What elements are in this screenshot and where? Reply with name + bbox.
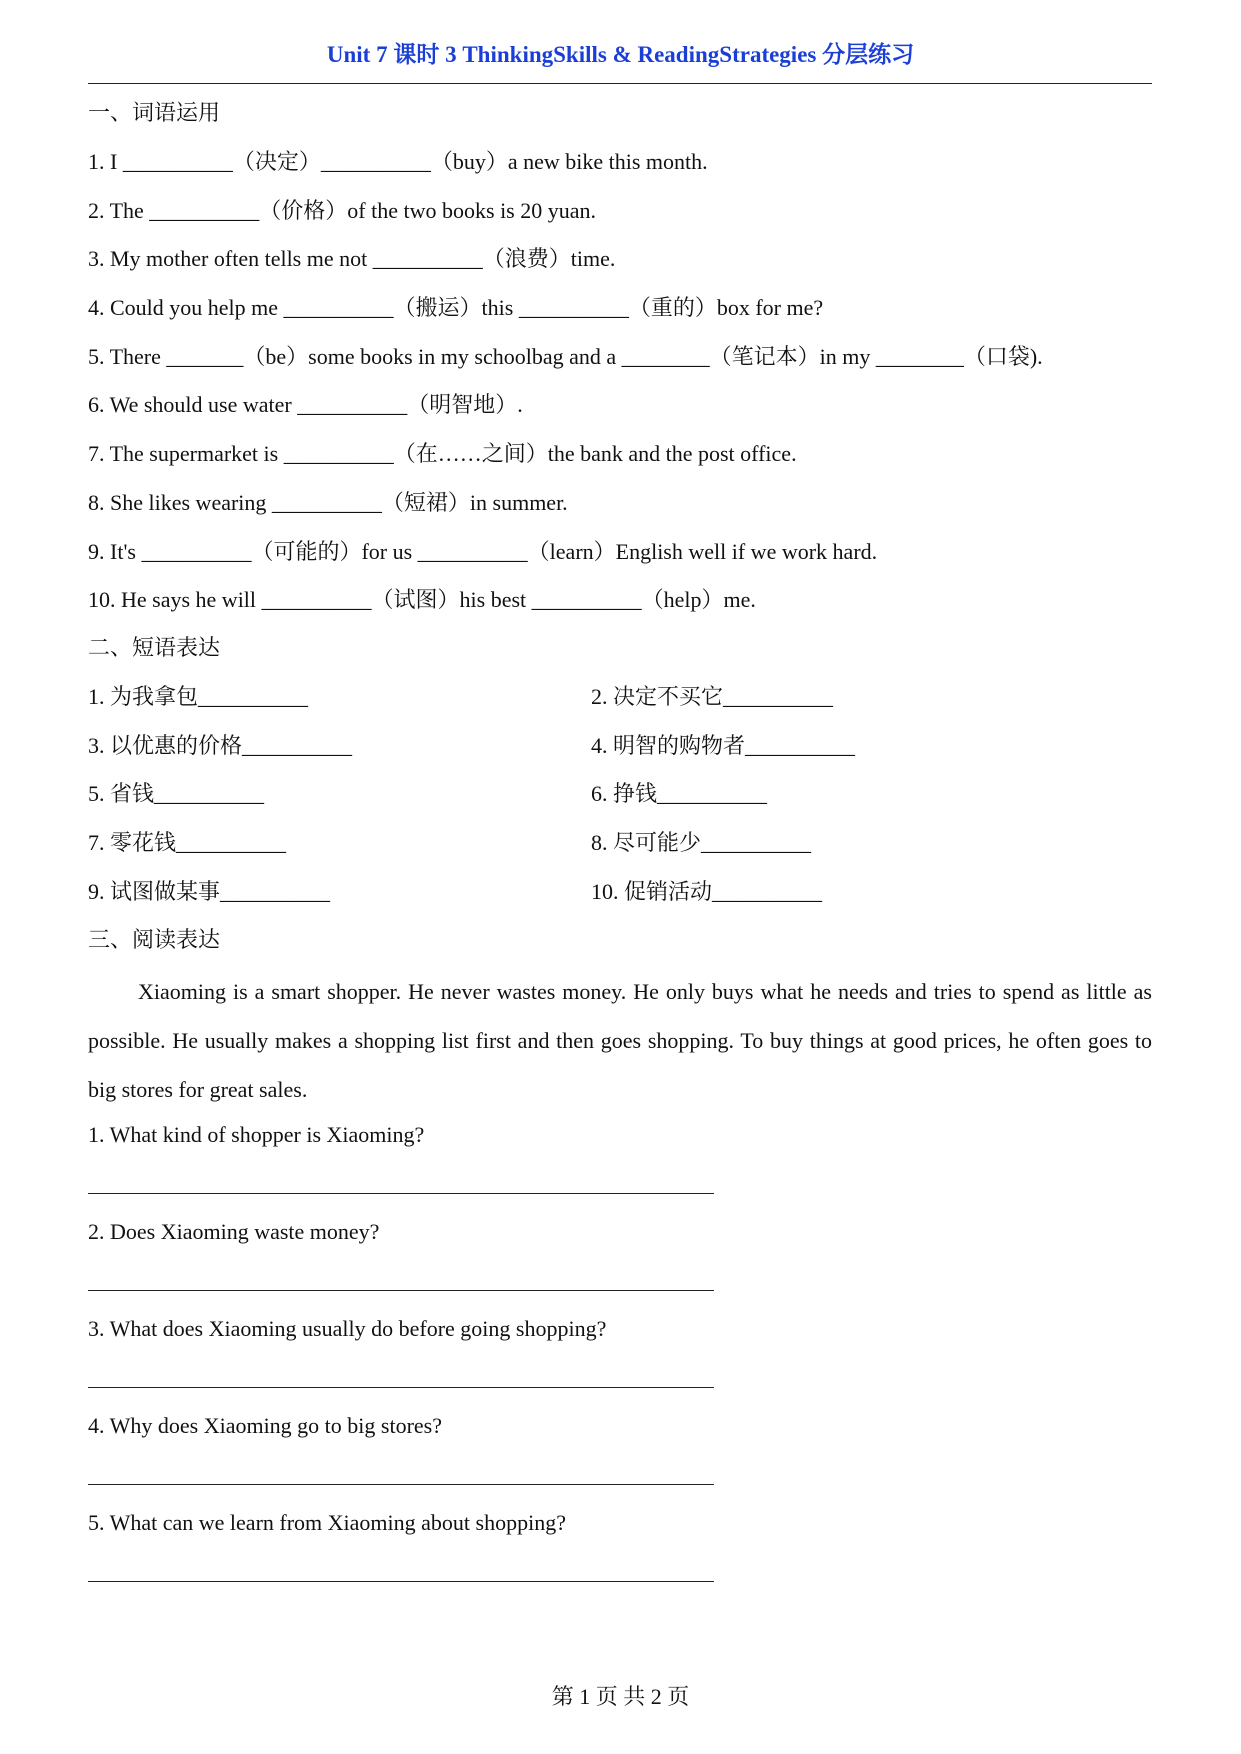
vocab-item-1: 1. I __________（决定）__________（buy）a new bike this month. — [88, 149, 708, 174]
phrase-item-9: 9. 试图做某事__________ — [88, 879, 331, 904]
reading-passage: Xiaoming is a smart shopper. He never wastes money. He only buys what he needs and tries to spend as little as possible. He usually makes a shopping list first and then goes shopping. To buy things at good prices, he often goes to big stores for great sales. — [88, 979, 1152, 1102]
vocab-item-10: 10. He says he will __________（试图）his best __________（help）me. — [88, 587, 756, 612]
vocab-item-3: 3. My mother often tells me not __________（浪费）time. — [88, 246, 616, 271]
phrase-item-4: 4. 明智的购物者__________ — [591, 733, 856, 758]
phrase-item-7: 7. 零花钱__________ — [88, 830, 287, 855]
answer-line-2[interactable] — [88, 1290, 714, 1291]
phrase-item-5: 5. 省钱__________ — [88, 781, 265, 806]
answer-line-5[interactable] — [88, 1581, 714, 1582]
phrase-item-3: 3. 以优惠的价格__________ — [88, 733, 353, 758]
vocab-item-7: 7. The supermarket is __________（在……之间）the bank and the post office. — [88, 441, 797, 466]
vocab-item-4: 4. Could you help me __________（搬运）this __________（重的）box for me? — [88, 295, 824, 320]
section1-heading: 一、词语运用 — [88, 100, 221, 125]
vocab-item-2: 2. The __________（价格）of the two books is 20 yuan. — [88, 198, 597, 223]
section3-heading: 三、阅读表达 — [88, 927, 221, 952]
question-3: 3. What does Xiaoming usually do before going shopping? — [88, 1316, 607, 1341]
phrase-item-1: 1. 为我拿包__________ — [88, 684, 309, 709]
vocab-item-9: 9. It's __________（可能的）for us __________（learn）English well if we work hard. — [88, 539, 878, 564]
answer-line-4[interactable] — [88, 1484, 714, 1485]
page-title: Unit 7 课时 3 ThinkingSkills & ReadingStrategies 分层练习 — [326, 42, 915, 67]
phrase-item-6: 6. 挣钱__________ — [591, 781, 768, 806]
answer-line-3[interactable] — [88, 1387, 714, 1388]
answer-line-1[interactable] — [88, 1193, 714, 1194]
question-2: 2. Does Xiaoming waste money? — [88, 1219, 380, 1244]
question-4: 4. Why does Xiaoming go to big stores? — [88, 1413, 442, 1438]
section2-heading: 二、短语表达 — [88, 635, 221, 660]
phrase-item-8: 8. 尽可能少__________ — [591, 830, 812, 855]
vocab-item-5: 5. There _______（be）some books in my schoolbag and a ________（笔记本）in my ________（口袋). — [88, 344, 1043, 369]
header-divider — [88, 83, 1152, 84]
phrase-item-10: 10. 促销活动__________ — [591, 879, 823, 904]
page-number: 第 1 页 共 2 页 — [551, 1684, 690, 1709]
vocab-item-6: 6. We should use water __________（明智地）. — [88, 392, 523, 417]
phrase-item-2: 2. 决定不买它__________ — [591, 684, 834, 709]
vocab-item-8: 8. She likes wearing __________（短裙）in summer. — [88, 490, 568, 515]
question-1: 1. What kind of shopper is Xiaoming? — [88, 1122, 425, 1147]
question-5: 5. What can we learn from Xiaoming about shopping? — [88, 1510, 566, 1535]
